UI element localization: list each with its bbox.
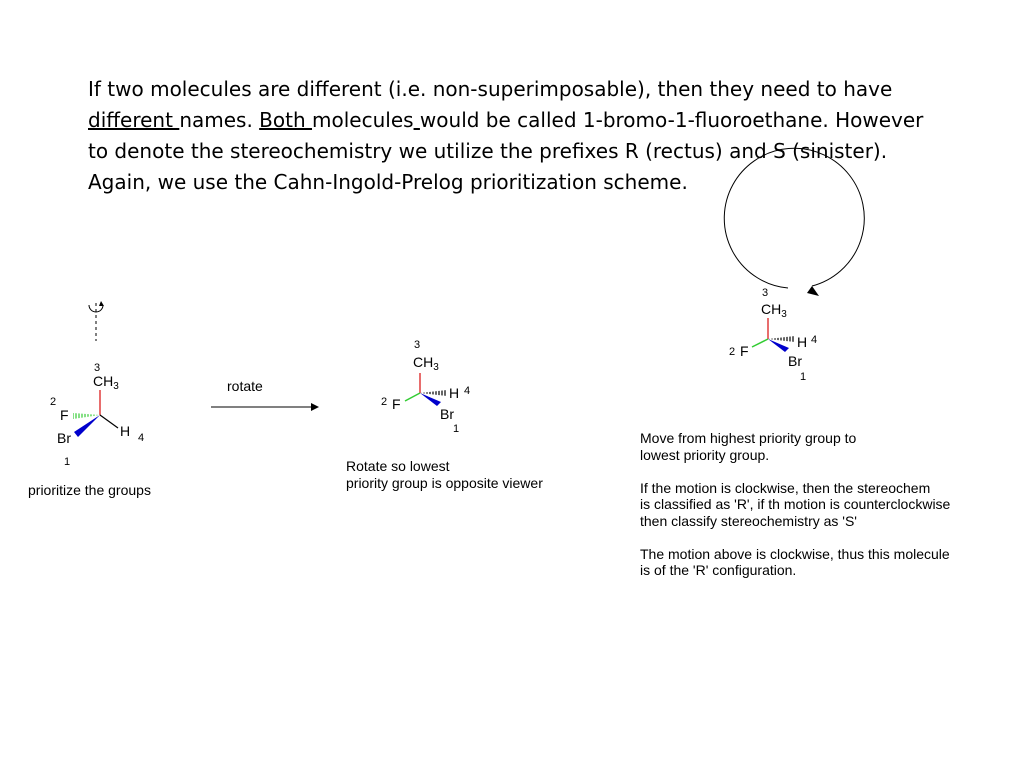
bond-h bbox=[100, 415, 118, 428]
paragraph-text-3: molecules bbox=[312, 108, 414, 132]
bond-f bbox=[752, 339, 768, 347]
priority-3: 3 bbox=[94, 362, 101, 374]
wedge-bond-br bbox=[74, 415, 100, 437]
priority-1: 1 bbox=[800, 371, 807, 383]
label-ch3: $CH_3$ bbox=[761, 301, 787, 320]
label-h: H bbox=[449, 385, 460, 401]
priority-2: 2 bbox=[50, 396, 57, 408]
explanation-line: The motion above is clockwise, thus this molecule bbox=[640, 545, 950, 562]
priority-4: 4 bbox=[138, 432, 145, 444]
rotate-label: rotate bbox=[227, 378, 263, 394]
priority-4: 4 bbox=[811, 334, 818, 346]
caption-prioritize: prioritize the groups bbox=[28, 482, 151, 498]
clockwise-circle bbox=[724, 148, 864, 288]
priority-1: 1 bbox=[64, 456, 71, 468]
priority-4: 4 bbox=[464, 385, 471, 397]
priority-3: 3 bbox=[414, 339, 421, 351]
explanation-line: If the motion is clockwise, then the stereochem bbox=[640, 479, 931, 496]
paragraph-text-2: names. bbox=[179, 108, 260, 132]
rotate-arrow bbox=[211, 378, 318, 407]
caption-rotate bbox=[346, 458, 543, 491]
molecule-3 bbox=[724, 148, 864, 383]
paragraph-text-4: would be called 1-bromo-1-fluoroethane. However to denote the stereochemistry we utilize the prefixes R (rectus) and S (sinister). Again, we use the Cahn-Ingold-Prelog prioritization scheme. bbox=[88, 108, 924, 194]
label-br: Br bbox=[788, 353, 802, 369]
explanation-line bbox=[640, 529, 950, 546]
label-ch3: $CH_3$ bbox=[93, 373, 119, 392]
label-f: F bbox=[740, 343, 749, 359]
label-f: F bbox=[60, 407, 69, 423]
priority-3: 3 bbox=[762, 287, 769, 299]
explanation-line: then classify stereochemistry as 'S' bbox=[640, 512, 857, 529]
explanation-line: Move from highest priority group to bbox=[640, 430, 857, 446]
priority-1: 1 bbox=[453, 423, 460, 435]
priority-2: 2 bbox=[381, 396, 388, 408]
label-br: Br bbox=[440, 406, 454, 422]
paragraph-underlined-different: different bbox=[88, 108, 180, 132]
label-br: Br bbox=[57, 430, 71, 446]
paragraph-underlined-both: Both bbox=[259, 108, 313, 132]
priority-2: 2 bbox=[729, 346, 736, 358]
explanation-line: lowest priority group. bbox=[640, 446, 770, 463]
explanation-line: is classified as 'R', if th motion is counterclockwise bbox=[640, 496, 951, 512]
label-ch3: $CH_3$ bbox=[413, 354, 439, 373]
rotation-axis-icon bbox=[89, 301, 104, 341]
clockwise-arrowhead-icon bbox=[807, 286, 819, 296]
molecule-1 bbox=[50, 301, 144, 468]
bond-f bbox=[405, 393, 420, 401]
explanation-line: is of the 'R' configuration. bbox=[640, 562, 797, 578]
explanation-line bbox=[640, 463, 950, 480]
molecule-2 bbox=[381, 339, 470, 435]
paragraph-text-1: If two molecules are different (i.e. non-superimposable), then they need to have bbox=[88, 77, 893, 101]
label-f: F bbox=[392, 396, 401, 412]
caption-rotate-line: Rotate so lowest bbox=[346, 458, 450, 474]
caption-rotate-line: priority group is opposite viewer bbox=[346, 474, 543, 491]
explanation-text bbox=[640, 430, 950, 579]
label-h: H bbox=[120, 423, 131, 439]
label-h: H bbox=[797, 334, 808, 350]
